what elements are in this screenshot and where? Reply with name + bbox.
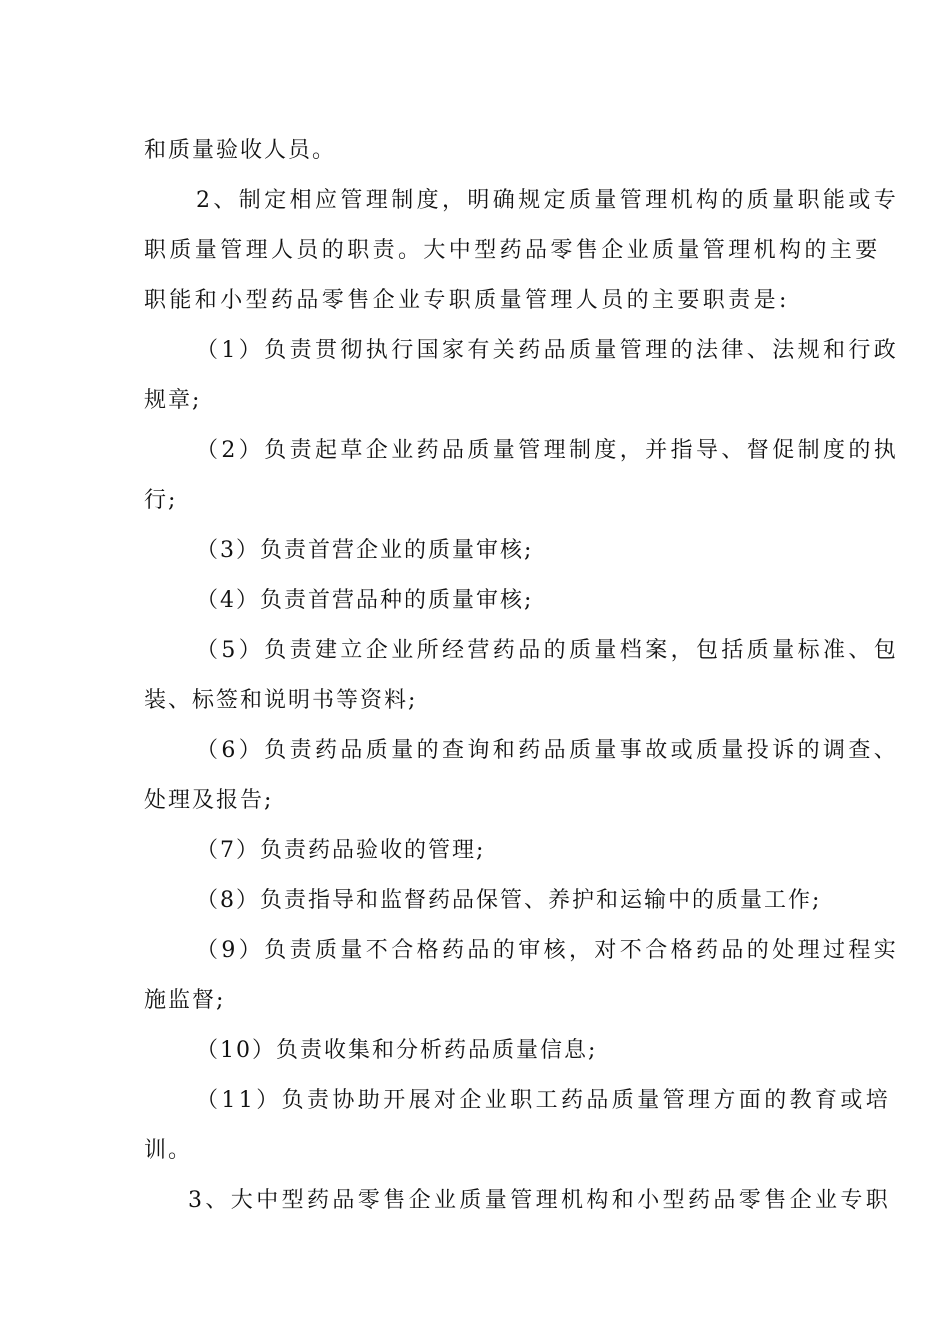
text-line: 规章; [144, 388, 202, 413]
list-item-3: （3）负责首营企业的质量审核; [196, 538, 534, 563]
list-item-1: （1）负责贯彻执行国家有关药品质量管理的法律、法规和行政 [196, 338, 900, 363]
text-line: 装、标签和说明书等资料; [144, 688, 418, 713]
text-line: 行; [144, 488, 178, 513]
list-item-7: （7）负责药品验收的管理; [196, 838, 486, 863]
text-line: 施监督; [144, 988, 226, 1013]
text-line: 职质量管理人员的职责。大中型药品零售企业质量管理机构的主要 [144, 238, 881, 263]
paragraph-3-start: 3、大中型药品零售企业质量管理机构和小型药品零售企业专职 [188, 1188, 892, 1213]
list-item-6: （6）负责药品质量的查询和药品质量事故或质量投诉的调查、 [196, 738, 900, 763]
list-item-9: （9）负责质量不合格药品的审核，对不合格药品的处理过程实 [196, 938, 900, 963]
text-line: 处理及报告; [144, 788, 274, 813]
paragraph-2-start: 2、制定相应管理制度，明确规定质量管理机构的质量职能或专 [196, 188, 900, 213]
text-line: 职能和小型药品零售企业专职质量管理人员的主要职责是: [144, 288, 790, 313]
list-item-10: （10）负责收集和分析药品质量信息; [196, 1038, 598, 1063]
list-item-11: （11）负责协助开展对企业职工药品质量管理方面的教育或培 [196, 1088, 892, 1113]
list-item-4: （4）负责首营品种的质量审核; [196, 588, 534, 613]
list-item-2: （2）负责起草企业药品质量管理制度，并指导、督促制度的执 [196, 438, 900, 463]
list-item-8: （8）负责指导和监督药品保管、养护和运输中的质量工作; [196, 888, 822, 913]
text-line: 训。 [144, 1138, 193, 1163]
list-item-5: （5）负责建立企业所经营药品的质量档案，包括质量标准、包 [196, 638, 900, 663]
text-line: 和质量验收人员。 [144, 138, 337, 163]
